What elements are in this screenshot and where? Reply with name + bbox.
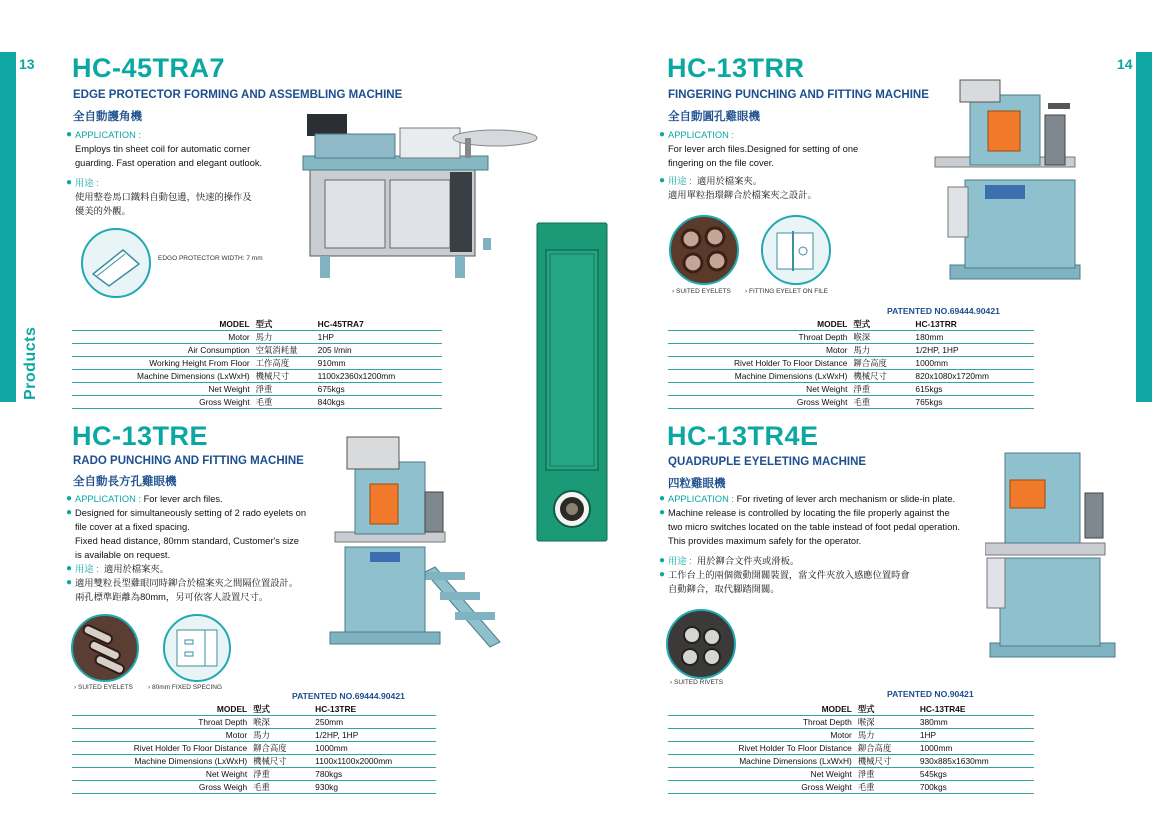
circle-caption: › SUITED RIVETS [670,679,724,686]
spec-row [668,742,1034,755]
application-line: fingering on the file cover. [668,158,774,168]
spec-label: Gross Weight [801,782,852,792]
model-title: HC-13TRR [667,53,805,83]
spec-table [668,318,1034,409]
spec-label-cn: 喉深 [853,332,871,342]
product-cn-title: 全自動圓孔雞眼機 [668,111,760,123]
spec-value: 545kgs [919,769,947,779]
spec-label: Gross Weight [796,397,848,407]
circle-caption: › SUITED EYELETS [672,288,731,295]
hc-13trr-machine-image [930,75,1090,300]
spec-row [72,383,442,396]
application-line: This provides maximum safely for the operator. [668,536,862,546]
spec-label-cn: 工作高度 [255,358,290,368]
spec-value: 1100x1100x2000mm [315,756,393,766]
spec-label: Net Weight [810,769,852,779]
spec-label-cn: 機械尺寸 [857,756,892,766]
application-block: ● APPLICATION : For lever arch files.Designed for setting of one fingering on the file cover. ● 用途 : 適用於檔案夾。 適用單粒指環鉚合於檔案夾之設計。 [659,128,889,202]
spec-row [72,357,442,370]
application-line: file cover at a fixed spacing. [75,522,190,532]
application-line: guarding. Fast operation and elegant outlook. [75,158,263,168]
spec-label: Rivet Holder To Floor Distance [734,358,848,368]
spec-table [72,318,442,409]
spec-value: 1000mm [919,743,953,753]
spec-value: 820x1080x1720mm [915,371,989,381]
spec-label-cn: 機械尺寸 [853,371,887,381]
spec-label-cn: 淨重 [857,769,875,779]
product-subtitle: FINGERING PUNCHING AND FITTING MACHINE [668,89,929,101]
spec-label-cn: 馬力 [253,730,270,740]
spec-row [668,357,1034,370]
spec-row [72,318,442,331]
spec-row [72,331,442,344]
application-line: Designed for simultaneously setting of 2 rado eyelets on [75,508,307,518]
spec-row [72,396,442,409]
spec-label-cn: 毛重 [857,782,875,792]
application-block: ● APPLICATION : Employs tin sheet coil for automatic corner guarding. Fast operation and elegant outlook. ● 用途 : 使用整卷馬口鐵料自動包邊，快速的操作及 優美的外觀。 [66,128,286,218]
application-label: APPLICATION : [75,130,141,140]
spec-table [668,703,1034,794]
use-line: 適用雙粒長型雞眼同時鉚合於檔案夾之間隔位置設計。 [75,578,299,588]
spec-label: Motor [826,345,848,355]
spec-label-cn: 馬力 [255,332,273,342]
spec-label: MODEL [216,704,248,714]
spec-value: 1000mm [915,358,949,368]
spec-value: 840kgs [317,397,345,407]
use-line: 適用於檔案夾。 [696,176,763,186]
product-cn-title: 四粒雞眼機 [668,478,726,490]
spec-label-cn: 鉚合高度 [853,358,887,368]
application-line: Fixed head distance, 80mm standard, Customer's size [75,536,299,546]
spec-label-cn: 機械尺寸 [255,371,290,381]
spec-value: 205 l/min [317,345,352,355]
spec-row [72,768,436,781]
spec-value: 700kgs [919,782,947,792]
spec-row [668,318,1034,331]
spec-label-cn: 鉚合高度 [857,743,892,753]
spec-label: Net Weight [208,384,250,394]
spec-label-cn: 淨重 [853,384,871,394]
spec-row [668,716,1034,729]
spec-value: 380mm [919,717,948,727]
application-inline: For lever arch files. [143,494,223,504]
spec-row [72,729,436,742]
spec-row [668,703,1034,716]
spec-value: 1/2HP, 1HP [315,730,359,740]
spec-label: Machine Dimensions (LxWxH) [134,756,248,766]
suited-eyelets-image [71,614,139,682]
spec-table [72,703,436,794]
spec-label: Throat Depth [198,717,248,727]
spec-row [72,716,436,729]
spec-row [72,781,436,794]
spec-value: HC-13TR4E [919,704,966,714]
circle-caption: › FITTING EYELET ON FILE [745,288,828,295]
spec-value: 250mm [315,717,344,727]
patent-number: PATENTED NO.90421 [887,689,974,699]
spec-label-cn: 毛重 [253,782,270,792]
use-line: 使用整卷馬口鐵料自動包邊，快速的操作及 [75,192,252,202]
use-label: 用途 : [668,176,692,186]
application-label: APPLICATION : [75,494,141,504]
spec-row [668,755,1034,768]
application-block: ● APPLICATION : For riveting of lever arch mechanism or slide-in plate. ● Machine release is controlled by locating the file properly against the two micro switches located on the table instead of foot pedal operation. This provides maximum safely for the operator. ● 用途 : 用於鉚合文件夾或滑板。 ● 工作台上的兩個微動開關裝置，當文件夾放入感應位置時會 自動鉚合，取代腳踏開關。 [659,492,989,596]
spec-row [668,396,1034,409]
spec-label: Motor [830,730,852,740]
application-line: is available on request. [75,550,171,560]
spec-value: 910mm [317,358,346,368]
use-line: 兩孔標準距離為80mm，另可依客人設置尺寸。 [75,592,269,602]
use-line: 適用單粒指環鉚合於檔案夾之設計。 [668,190,817,200]
spec-label-cn: 鉚合高度 [253,743,287,753]
right-edge-bar [1136,52,1152,402]
hc-13tre-machine-image [325,432,510,657]
spec-label: Air Consumption [187,345,250,355]
application-label: APPLICATION : [668,130,734,140]
spec-label-cn: 機械尺寸 [253,756,287,766]
spec-label-cn: 型式 [255,319,273,329]
application-line: For lever arch files.Designed for setting of one [668,144,859,154]
spec-value: 1HP [919,730,937,740]
product-cn-title: 全自動長方孔雞眼機 [73,476,177,488]
page-number-right: 14 [1117,56,1133,72]
spec-label-cn: 毛重 [255,397,273,407]
spec-value: 780kgs [315,769,343,779]
spec-value: 930kg [315,782,338,792]
application-label: APPLICATION : [668,494,734,504]
hc-45tra7-machine-image [295,108,540,288]
spec-label: Machine Dimensions (LxWxH) [137,371,250,381]
spec-label: Machine Dimensions (LxWxH) [734,371,848,381]
spec-label-cn: 馬力 [853,345,871,355]
application-inline: For riveting of lever arch mechanism or slide-in plate. [736,494,956,504]
spec-row [668,370,1034,383]
spec-label-cn: 空氣消耗量 [255,345,298,355]
spec-value: 1/2HP, 1HP [915,345,959,355]
spec-row [72,344,442,357]
product-subtitle: RADO PUNCHING AND FITTING MACHINE [73,455,304,467]
spec-row [72,755,436,768]
spec-row [668,768,1034,781]
spec-label: Net Weight [205,769,248,779]
product-subtitle: EDGE PROTECTOR FORMING AND ASSEMBLING MACHINE [73,89,403,101]
spec-label-cn: 毛重 [853,397,871,407]
use-line: 優美的外觀。 [75,206,131,216]
products-side-label: Products [22,326,39,400]
spec-label: Net Weight [806,384,848,394]
spec-label-cn: 型式 [853,319,871,329]
product-subtitle: QUADRUPLE EYELETING MACHINE [668,456,867,468]
spec-value: 930x885x1630mm [919,756,989,766]
model-title: HC-13TRE [72,421,209,451]
spec-label-cn: 喉深 [857,717,875,727]
spec-value: 675kgs [317,384,345,394]
fixed-spacing-image [163,614,231,682]
spec-label-cn: 型式 [857,704,875,714]
circle-caption: EDGO PROTECTOR WIDTH: 7 mm [158,255,263,262]
spec-value: 1000mm [315,743,348,753]
spec-label: Rivet Holder To Floor Distance [133,743,248,753]
use-line: 自動鉚合，取代腳踏開關。 [668,584,780,594]
spec-row [668,383,1034,396]
hc-13tr4e-machine-image [985,448,1120,668]
spec-row [72,370,442,383]
spec-label: Motor [225,730,248,740]
spec-value: 1HP [317,332,334,342]
edge-protector-detail-image [81,228,151,298]
spec-label: MODEL [219,319,250,329]
spec-value: 765kgs [915,397,943,407]
spec-label: Machine Dimensions (LxWxH) [739,756,852,766]
spec-label-cn: 淨重 [255,384,273,394]
spec-label-cn: 淨重 [253,769,270,779]
application-line: Machine release is controlled by locating the file properly against the [668,508,950,518]
spec-label: Working Height From Floor [149,358,250,368]
spec-value: 180mm [915,332,944,342]
use-label: 用途 : [668,556,692,566]
spec-value: HC-13TRE [315,704,357,714]
spec-label: Motor [228,332,250,342]
spec-label-cn: 馬力 [857,730,875,740]
spec-label: MODEL [821,704,852,714]
spec-row [668,781,1034,794]
spec-label: Gross Weight [199,397,250,407]
page-number-left: 13 [19,56,35,72]
spec-label: Gross Weigh [198,782,248,792]
use-label: 用途 : [75,564,99,574]
suited-eyelets-image [669,215,739,285]
spec-label: Throat Depth [802,717,852,727]
spec-row [668,344,1034,357]
spec-label-cn: 型式 [253,704,270,714]
spec-value: 615kgs [915,384,943,394]
spec-label: Rivet Holder To Floor Distance [738,743,852,753]
circle-caption: › SUITED EYELETS [74,684,133,691]
left-edge-bar [0,52,16,402]
spec-row [668,729,1034,742]
spec-value: HC-13TRR [915,319,957,329]
spec-label: Throat Depth [798,332,848,342]
use-line: 工作台上的兩個微動開關裝置，當文件夾放入感應位置時會 [668,570,910,580]
suited-rivets-image [666,609,736,679]
spec-label: MODEL [817,319,848,329]
application-line: two micro switches located on the table instead of foot pedal operation. [668,522,960,532]
spec-row [72,742,436,755]
patent-number: PATENTED NO.69444.90421 [292,691,405,701]
application-line: Employs tin sheet coil for automatic corner [75,144,251,154]
spec-row [72,703,436,716]
spec-value: 1100x2360x1200mm [317,371,396,381]
fitting-eyelet-image [761,215,831,285]
use-inline: 適用於檔案夾。 [103,564,170,574]
product-cn-title: 全自動護角機 [73,111,142,123]
spec-label-cn: 喉深 [253,717,270,727]
patent-number: PATENTED NO.69444.90421 [887,306,1000,316]
lever-arch-binder-image [536,222,608,542]
model-title: HC-45TRA7 [72,53,226,83]
model-title: HC-13TR4E [667,421,819,451]
circle-caption: › 80mm FIXED SPECING [148,684,223,691]
spec-value: HC-45TRA7 [317,319,364,329]
use-label: 用途 : [75,178,99,188]
use-inline: 用於鉚合文件夾或滑板。 [696,556,800,566]
application-block: ● APPLICATION : For lever arch files. ● Designed for simultaneously setting of 2 rado eyelets on file cover at a fixed spacing. Fixed head distance, 80mm standard, Customer's size is available on request. ● 用途 : 適用於檔案夾。 ● 適用雙粒長型雞眼同時鉚合於檔案夾之間隔位置設計。 兩孔標準距離為80mm，另可依客人設置尺寸。 [66,492,326,604]
spec-row [668,331,1034,344]
